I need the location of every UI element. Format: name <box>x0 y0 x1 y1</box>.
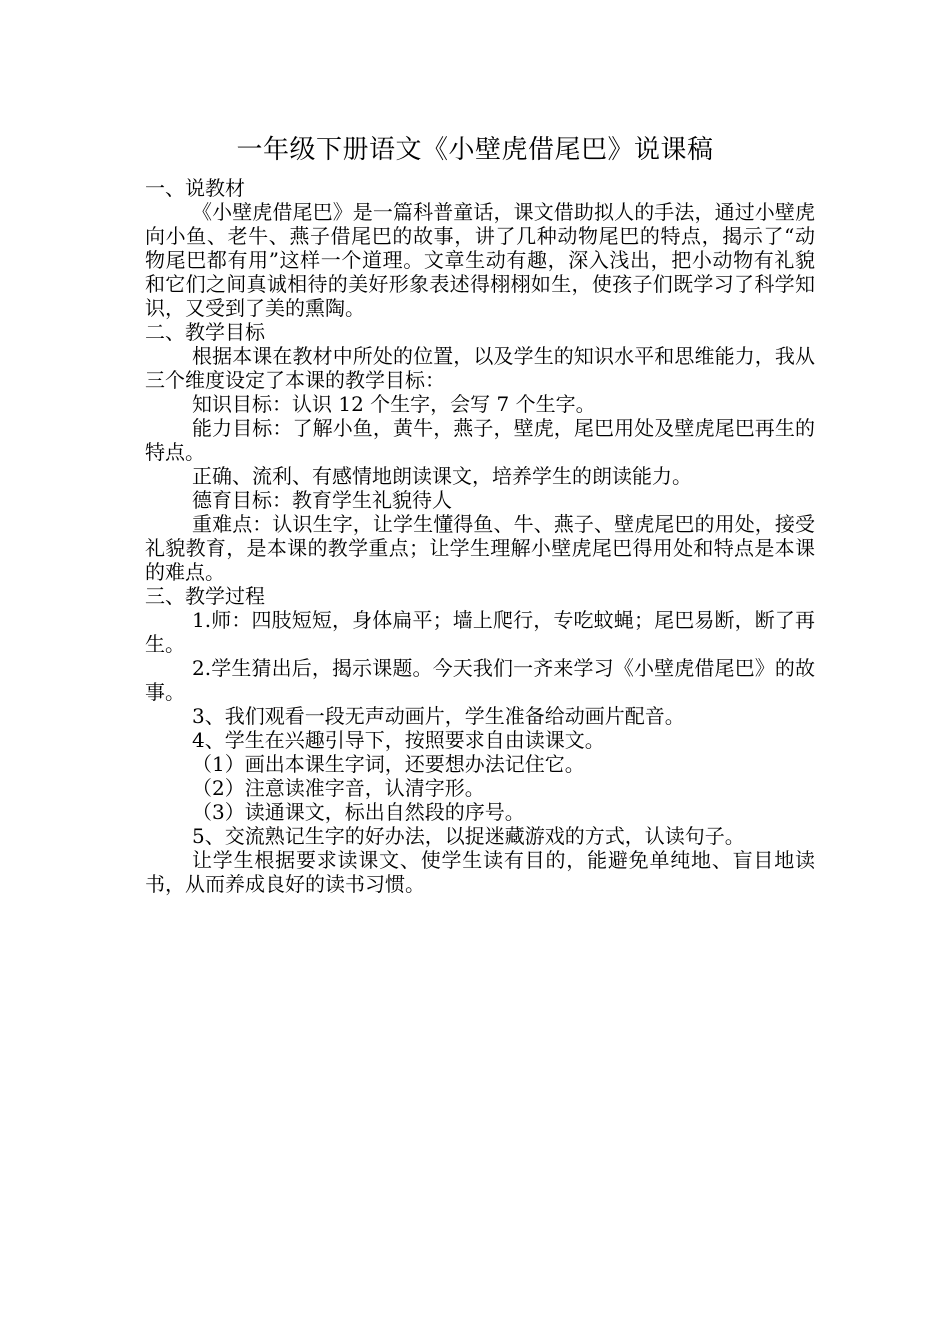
paragraph-knowledge-goal: 知识目标：认识 12 个生字，会写 7 个生字。 <box>192 392 596 416</box>
paragraph-key-points: 重难点：认识生字，让学生懂得鱼、牛、燕子、壁虎尾巴的用处，接受礼貌教育，是本课的教学重点；让学生理解小壁虎尾巴得用处和特点是本课的难点。 <box>145 512 815 584</box>
document-body <box>145 176 815 896</box>
paragraph-moral-goal: 德育目标：教育学生礼貌待人 <box>192 488 452 512</box>
section-heading-teaching-process: 三、教学过程 <box>145 584 265 608</box>
paragraph-goals-intro: 根据本课在教材中所处的位置，以及学生的知识水平和思维能力，我从三个维度设定了本课的教学目标： <box>145 344 815 392</box>
paragraph-step-5: 5、交流熟记生字的好办法，以捉迷藏游戏的方式，认读句子。 <box>192 824 745 848</box>
paragraph-step-4: 4、学生在兴趣引导下，按照要求自由读课文。 <box>192 728 605 752</box>
paragraph-step-3: 3、我们观看一段无声动画片，学生准备给动画片配音。 <box>192 704 685 728</box>
paragraph-step-2: 2.学生猜出后，揭示课题。今天我们一齐来学习《小壁虎借尾巴》的故事。 <box>145 656 815 704</box>
paragraph-step-1: 1.师：四肢短短，身体扁平；墙上爬行，专吃蚊蝇；尾巴易断，断了再生。 <box>145 608 815 656</box>
paragraph-material-description: 《小壁虎借尾巴》是一篇科普童话，课文借助拟人的手法，通过小壁虎向小鱼、老牛、燕子借尾巴的故事，讲了几种动物尾巴的特点，揭示了“动物尾巴都有用”这样一个道理。文章生动有趣，深入浅出，把小动物有礼貌和它们之间真诚相待的美好形象表述得栩栩如生，使孩子们既学习了科学知识，又受到了美的熏陶。 <box>145 200 815 320</box>
paragraph-reading-goal: 正确、流利、有感情地朗读课文，培养学生的朗读能力。 <box>192 464 692 488</box>
paragraph-substep-3: （3）读通课文，标出自然段的序号。 <box>192 800 525 824</box>
document-title: 一年级下册语文《小壁虎借尾巴》说课稿 <box>236 135 714 165</box>
section-heading-teaching-material: 一、说教材 <box>145 176 245 200</box>
paragraph-conclusion: 让学生根据要求读课文、使学生读有目的，能避免单纯地、盲目地读书，从而养成良好的读书习惯。 <box>145 848 815 896</box>
paragraph-substep-2: （2）注意读准字音，认清字形。 <box>192 776 485 800</box>
section-heading-teaching-goals: 二、教学目标 <box>145 320 265 344</box>
paragraph-substep-1: （1）画出本课生字词，还要想办法记住它。 <box>192 752 585 776</box>
paragraph-ability-goal: 能力目标：了解小鱼，黄牛，燕子，壁虎，尾巴用处及壁虎尾巴再生的特点。 <box>145 416 815 464</box>
